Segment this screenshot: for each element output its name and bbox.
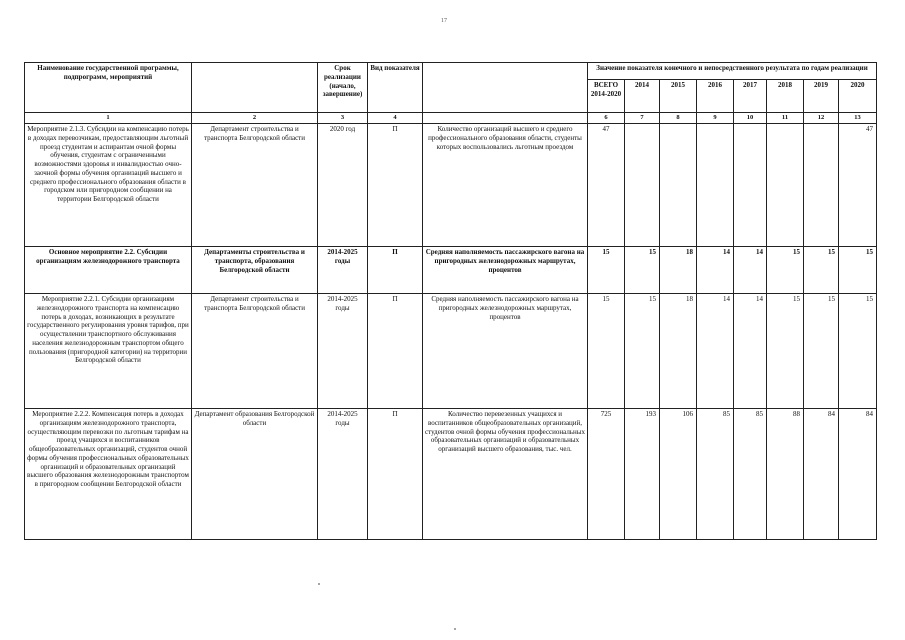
indicators-table [24, 62, 877, 540]
row-value: 14 [734, 247, 767, 294]
row-value [767, 124, 804, 247]
row-executor: Департаменты строительства и транспорта, образования Белгородской области [192, 247, 318, 294]
row-indicator: Средняя наполняемость пассажирского вагона на пригородных железнодорожных маршрутах, процентов [423, 294, 588, 409]
row-value: 18 [660, 247, 697, 294]
row-value: 15 [804, 294, 839, 409]
header-name: Наименование государственной программы, подпрограмм, мероприятий [25, 63, 192, 113]
column-number: 2 [192, 113, 318, 124]
row-kind: П [368, 124, 423, 247]
row-value: 193 [625, 409, 660, 540]
column-number [423, 113, 588, 124]
row-value: 14 [697, 294, 734, 409]
row-value: 15 [767, 294, 804, 409]
table-row [25, 247, 877, 294]
row-executor: Департамент строительства и транспорта Белгородской области [192, 124, 318, 247]
header-indicator [423, 63, 588, 113]
row-value [734, 124, 767, 247]
column-number-row [25, 113, 877, 124]
row-name: Мероприятие 2.2.1. Субсидии организациям железнодорожного транспорта на компенсацию потерь в доходах, возникающих в результате государственного регулирования уровня тарифов, при осуществлении транспортного обслуживания населения железнодорожным транспортом общего пользования (пригородной категории) на территории Белгородской области [25, 294, 192, 409]
header-row-top [25, 63, 877, 80]
row-indicator: Количество организаций высшего и среднего профессионального образования области, студенты которых воспользовались льготным проездом [423, 124, 588, 247]
row-value [660, 124, 697, 247]
table-row [25, 409, 877, 540]
row-name: Основное мероприятие 2.2. Субсидии организациям железнодорожного транспорта [25, 247, 192, 294]
row-value-total: 15 [588, 294, 625, 409]
row-value: 15 [839, 294, 877, 409]
row-value-total: 725 [588, 409, 625, 540]
row-value [625, 124, 660, 247]
header-executor [192, 63, 318, 113]
column-number: 3 [318, 113, 368, 124]
column-number: 8 [660, 113, 697, 124]
page-number: 17 [441, 18, 447, 24]
row-value: 14 [734, 294, 767, 409]
row-value: 14 [697, 247, 734, 294]
row-term: 2014-2025 годы [318, 409, 368, 540]
row-value: 106 [660, 409, 697, 540]
row-value: 15 [767, 247, 804, 294]
scan-speck [318, 583, 320, 585]
column-number: 4 [368, 113, 423, 124]
row-value [804, 124, 839, 247]
column-number: 13 [839, 113, 877, 124]
row-kind: П [368, 247, 423, 294]
row-term: 2020 год [318, 124, 368, 247]
row-value: 15 [625, 247, 660, 294]
column-number: 1 [25, 113, 192, 124]
row-value: 15 [625, 294, 660, 409]
row-kind: П [368, 409, 423, 540]
row-executor: Департамент образования Белгородской области [192, 409, 318, 540]
scan-speck [454, 628, 456, 630]
row-value-total: 47 [588, 124, 625, 247]
header-term: Срок реализации (начало, завершение) [318, 63, 368, 113]
header-year-2014: 2014 [625, 80, 660, 113]
row-kind: П [368, 294, 423, 409]
row-value: 15 [839, 247, 877, 294]
header-year-2020: 2020 [839, 80, 877, 113]
row-name: Мероприятие 2.1.3. Субсидии на компенсацию потерь в доходах перевозчикам, предоставляющим льготный проезд студентам и аспирантам очной формы обучения, студентам с ограниченными возможностями здоровья и инвалидностью очно-заочной формы обучения организаций высшего и среднего профессионального образования области в городском или пригородном сообщении на территории Белгородской области [25, 124, 192, 247]
row-value: 15 [804, 247, 839, 294]
header-year-2015: 2015 [660, 80, 697, 113]
row-indicator: Количество перевезенных учащихся и воспитанников общеобразовательных организаций, студентов очной формы обучения профессиональных образовательных организаций и образовательных организаций высшего образования, тыс. чел. [423, 409, 588, 540]
row-value-total: 15 [588, 247, 625, 294]
table-row [25, 294, 877, 409]
column-number: 10 [734, 113, 767, 124]
row-term: 2014-2025 годы [318, 294, 368, 409]
header-year-2016: 2016 [697, 80, 734, 113]
header-year-2017: 2017 [734, 80, 767, 113]
row-value: 85 [734, 409, 767, 540]
row-value: 84 [839, 409, 877, 540]
header-year-2019: 2019 [804, 80, 839, 113]
row-term: 2014-2025 годы [318, 247, 368, 294]
row-value: 85 [697, 409, 734, 540]
table-row [25, 124, 877, 247]
column-number: 7 [625, 113, 660, 124]
row-value: 47 [839, 124, 877, 247]
row-value: 88 [767, 409, 804, 540]
header-total: ВСЕГО 2014-2020 [588, 80, 625, 113]
header-values-group: Значение показателя конечного и непосредственного результата по годам реализации [588, 63, 877, 80]
column-number: 11 [767, 113, 804, 124]
row-value: 84 [804, 409, 839, 540]
row-value: 18 [660, 294, 697, 409]
header-year-2018: 2018 [767, 80, 804, 113]
column-number: 6 [588, 113, 625, 124]
row-indicator: Средняя наполняемость пассажирского вагона на пригородных железнодорожных маршрутах, процентов [423, 247, 588, 294]
row-executor: Департамент строительства и транспорта Белгородской области [192, 294, 318, 409]
header-kind: Вид показателя [368, 63, 423, 113]
column-number: 12 [804, 113, 839, 124]
row-value [697, 124, 734, 247]
column-number: 9 [697, 113, 734, 124]
row-name: Мероприятие 2.2.2. Компенсация потерь в доходах организациям железнодорожного транспорта, осуществляющим перевозки по льготным тарифам на проезд учащихся и воспитанников общеобразовательных организаций, студентов очной формы обучения профессиональных образовательных организаций и образовательных организаций высшего образования железнодорожным транспортом в пригородном сообщении Белгородской области [25, 409, 192, 540]
